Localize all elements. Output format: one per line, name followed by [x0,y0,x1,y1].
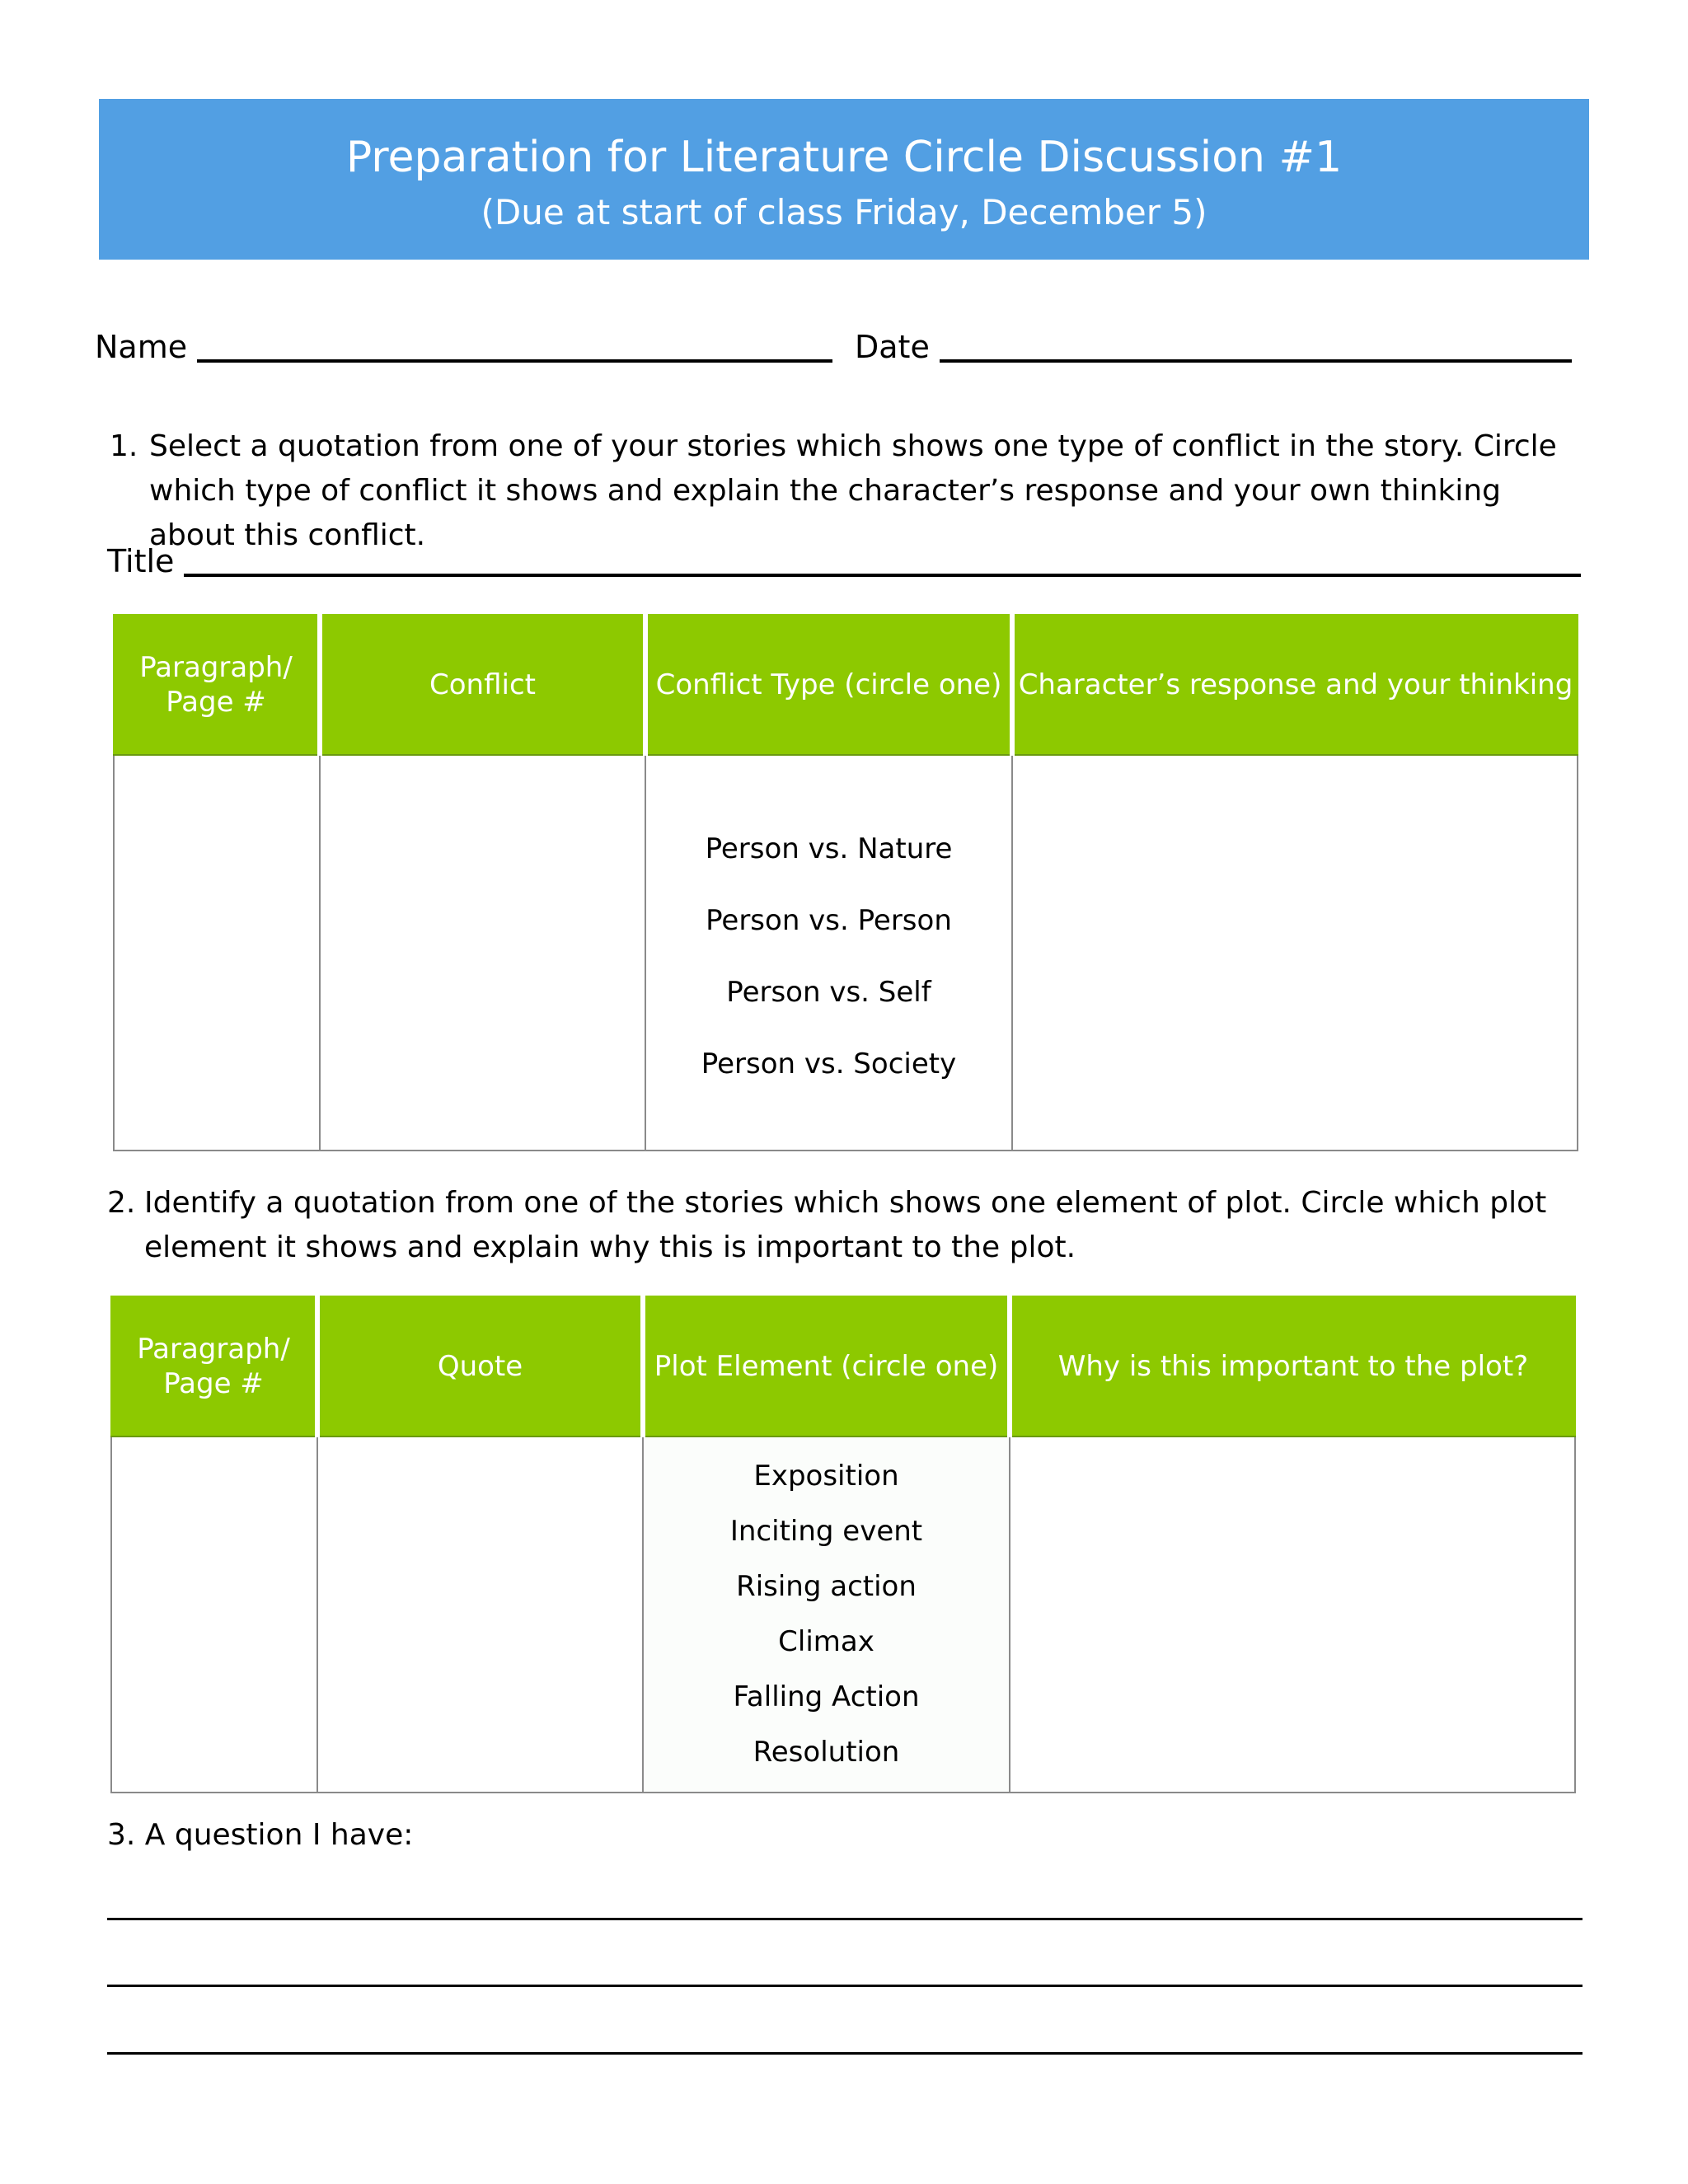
col-conflict-type: Conflict Type (circle one) [645,615,1012,755]
option-person-vs-person[interactable]: Person vs. Person [706,904,952,937]
answer-line-2[interactable] [107,1985,1582,1987]
question-2-text: Identify a quotation from one of the stories which shows one element of plot. Circle which plot element it shows and explain why this is important to the plot. [144,1186,1547,1264]
plot-element-cell [643,1436,1010,1793]
title-field[interactable] [107,540,1581,577]
conflict-cell[interactable] [320,755,645,1151]
option-person-vs-society[interactable]: Person vs. Society [701,1047,957,1080]
title-line[interactable] [184,573,1581,577]
option-rising-action[interactable]: Rising action [736,1570,917,1603]
col-quote: Quote [317,1296,643,1436]
conflict-table [113,614,1578,1151]
why-important-cell[interactable] [1010,1436,1575,1793]
name-field[interactable] [95,326,832,363]
col-conflict: Conflict [320,615,645,755]
question-1-number: 1. [110,429,138,463]
due-date-subtitle: (Due at start of class Friday, December 5) [481,192,1207,232]
plot-table [110,1296,1576,1793]
name-line[interactable] [197,359,832,363]
question-1 [110,424,1585,558]
conflict-type-cell [645,755,1012,1151]
option-exposition[interactable]: Exposition [753,1460,899,1493]
date-field[interactable] [855,326,1572,363]
title-label: Title [107,543,175,579]
response-thinking-cell[interactable] [1012,755,1578,1151]
question-2-number: 2. [107,1186,136,1220]
col-why-important: Why is this important to the plot? [1010,1296,1575,1436]
date-line[interactable] [940,359,1572,363]
question-3-text: 3. A question I have: [107,1818,414,1852]
plot-table-row [111,1436,1575,1793]
plot-table-header [111,1296,1575,1436]
paragraph-page-cell[interactable] [111,1436,317,1793]
option-falling-action[interactable]: Falling Action [733,1680,920,1713]
name-label: Name [95,329,188,365]
question-1-text: Select a quotation from one of your stories which shows one type of conflict in the story. Circle which type of conflict it shows and explain the character’s response and your own thinking about this conflict. [149,429,1557,552]
option-climax[interactable]: Climax [778,1625,874,1658]
question-2 [107,1181,1591,1270]
option-person-vs-nature[interactable]: Person vs. Nature [705,832,953,865]
title-banner [99,99,1589,260]
option-inciting-event[interactable]: Inciting event [729,1515,923,1548]
option-resolution[interactable]: Resolution [753,1736,900,1769]
answer-line-1[interactable] [107,1918,1582,1920]
paragraph-page-cell[interactable] [114,755,320,1151]
option-person-vs-self[interactable]: Person vs. Self [726,976,931,1009]
conflict-table-row [114,755,1578,1151]
answer-line-3[interactable] [107,2052,1582,2055]
col-plot-element: Plot Element (circle one) [643,1296,1010,1436]
worksheet-title: Preparation for Literature Circle Discussion #1 [345,133,1343,182]
quote-cell[interactable] [317,1436,643,1793]
question-3 [107,1813,413,1858]
col-paragraph-page: Paragraph/ Page # [111,1296,317,1436]
conflict-table-header [114,615,1578,755]
col-paragraph-page: Paragraph/ Page # [114,615,320,755]
date-label: Date [855,329,930,365]
col-response-thinking: Character’s response and your thinking [1012,615,1578,755]
